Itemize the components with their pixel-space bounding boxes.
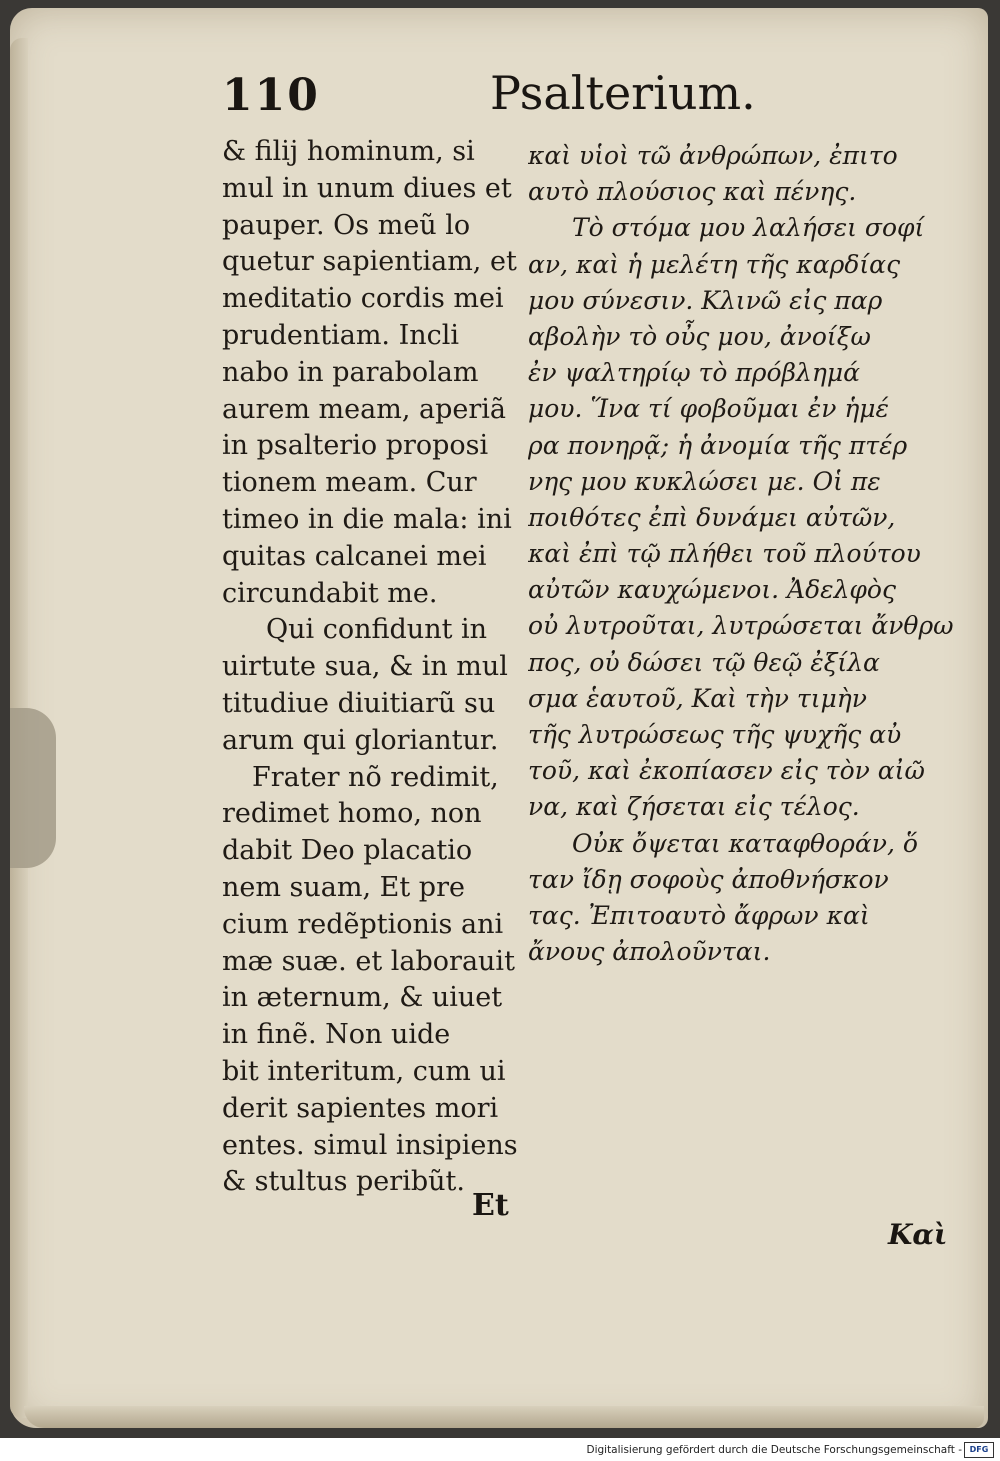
latin-text-line: redimet homo, non (222, 798, 482, 830)
latin-text-line: titudiue diuitiarũ su (222, 687, 496, 719)
latin-text-line: Frater nõ redimit, (252, 761, 499, 793)
greek-text-line: αὐτῶν καυχώμενοι. Ἀδελφὸς (528, 575, 896, 605)
page-header (222, 62, 762, 132)
latin-text-line: circundabit me. (222, 577, 438, 609)
greek-text-line: αβολὴν τὸ οὖς μου, ἀνοίξω (528, 321, 871, 351)
greek-column (528, 138, 958, 970)
greek-text-line: σμα ἑαυτοῦ, Καὶ τὴν τιμὴν (528, 683, 867, 713)
greek-text-line: νης μου κυκλώσει με. Οἱ πε (528, 466, 881, 496)
page-number: 110 (222, 70, 320, 121)
latin-text-line: nem suam, Et pre (222, 871, 465, 903)
greek-text-line: αν, καὶ ἡ μελέτη τῆς καρδίας (528, 249, 901, 279)
latin-text-line: dabit Deo placatio (222, 835, 473, 867)
latin-text-line: uirtute sua, & in mul (222, 651, 508, 683)
greek-text-line: πος, οὐ δώσει τῷ θεῷ ἐξίλα (528, 647, 880, 677)
latin-text-line: in finẽ. Non uide (222, 1019, 451, 1051)
latin-text-line: arum qui gloriantur. (222, 724, 499, 756)
latin-text-line: nabo in parabolam (222, 356, 479, 388)
greek-text-line: ἄνους ἀπολοῦνται. (528, 937, 771, 967)
greek-text-line: τῆς λυτρώσεως τῆς ψυχῆς αὐ (528, 720, 902, 749)
page-clip (10, 708, 56, 868)
dfg-logo-icon: DFG (964, 1442, 994, 1458)
greek-text-line: ποιθότες ἐπὶ δυνάμει αὐτῶν, (528, 502, 896, 532)
latin-text-line: in æternum, & uiuet (222, 982, 503, 1014)
page-bottom-edge (24, 1406, 984, 1428)
latin-text-line: in psalterio proposi (222, 430, 489, 462)
greek-text-line: οὐ λυτροῦται, λυτρώσεται ἄνθρω (528, 611, 954, 641)
latin-column (222, 134, 522, 1201)
latin-text-line: quetur sapientiam, et (222, 246, 517, 278)
greek-text-line: αυτὸ πλούσιος καὶ πένης. (528, 177, 857, 207)
latin-text-line: derit sapientes mori (222, 1092, 499, 1124)
latin-text-line: mæ suæ. et laborauit (222, 945, 515, 977)
latin-text-line: Qui confidunt in (266, 614, 488, 646)
greek-text-line: ἐν ψαλτηρίῳ τὸ πρόβλημά (528, 358, 860, 388)
footer-bar (0, 1438, 1000, 1461)
funding-credit: Digitalisierung gefördert durch die Deutsche Forschungsgemeinschaft - (586, 1444, 962, 1456)
latin-text-line: pauper. Os meũ lo (222, 209, 471, 241)
greek-catchword: Καὶ (888, 1218, 948, 1251)
running-title: Psalterium. (490, 66, 756, 120)
latin-text-line: aurem meam, aperiã (222, 393, 507, 425)
latin-text-line: & filij hominum, si (222, 136, 475, 167)
latin-text-line: prudentiam. Incli (222, 319, 460, 351)
latin-text-line: mul in unum diues et (222, 172, 512, 204)
greek-text-line: Οὐκ ὄψεται καταφθοράν, ὅ (572, 828, 918, 858)
latin-text-line: cium redẽptionis ani (222, 908, 504, 940)
latin-text-line: & stultus peribũt. (222, 1166, 465, 1198)
greek-text-line: μου σύνεσιν. Κλινῶ εἰς παρ (528, 285, 883, 315)
greek-text-line: καὶ υἱοὶ τῶ ἀνθρώπων, ἐπιτο (528, 141, 898, 170)
greek-text-line: να, καὶ ζήσεται εἰς τέλος. (528, 792, 860, 822)
greek-text-line: Τὸ στόμα μου λαλήσει σοφί (572, 213, 925, 243)
greek-text-line: ρα πονηρᾷ; ἡ ἀνομία τῆς πτέρ (528, 430, 908, 460)
greek-text-line: τας. Ἐπιτοαυτὸ ἄφρων καὶ (528, 900, 870, 930)
latin-text-line: bit interitum, cum ui (222, 1055, 506, 1087)
latin-text-line: entes. simul insipiens (222, 1129, 518, 1161)
greek-text-line: ταν ἴδῃ σοφοὺς ἀποθνήσκον (528, 864, 889, 894)
latin-catchword: Et (472, 1188, 509, 1223)
latin-text-line: timeo in die mala: ini (222, 503, 512, 535)
latin-text-line: meditatio cordis mei (222, 283, 504, 315)
greek-text-line: καὶ ἐπὶ τῷ πλήθει τοῦ πλούτου (528, 539, 921, 569)
greek-text-line: μου. Ἵνα τί φοβοῦμαι ἐν ἡμέ (528, 394, 889, 424)
latin-text-line: quitas calcanei mei (222, 540, 487, 572)
latin-text-line: tionem meam. Cur (222, 467, 477, 499)
greek-text-line: τοῦ, καὶ ἐκοπίασεν εἰς τὸν αἰῶ (528, 756, 925, 786)
